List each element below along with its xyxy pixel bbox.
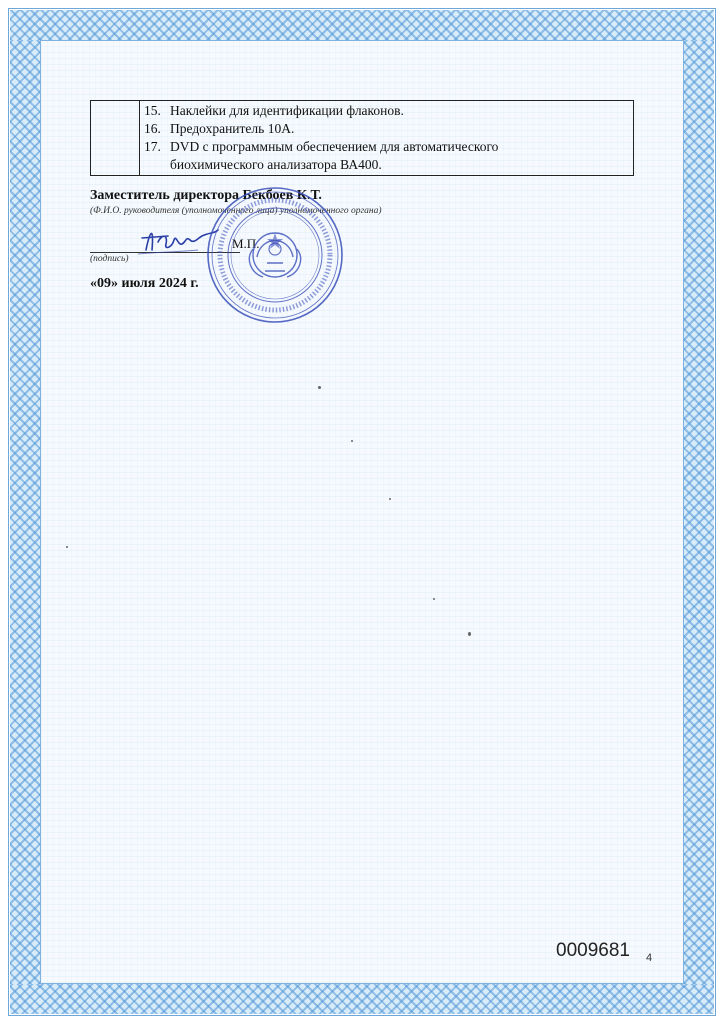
list-item: [144, 102, 629, 120]
official-seal-stamp: [205, 185, 345, 325]
item-number: 15.: [144, 103, 161, 118]
item-number: 16.: [144, 121, 161, 136]
issue-date: «09» июля 2024 г.: [90, 276, 199, 291]
name-caption: (Ф.И.О. руководителя (уполномоченного лица) уполномоченного органа): [90, 206, 382, 216]
paper-speck: [351, 440, 353, 442]
paper-speck: [468, 632, 471, 636]
paper-speck: [389, 498, 391, 500]
table-cell-empty: [91, 101, 140, 176]
paper-speck: [433, 598, 435, 600]
item-text: DVD с программным обеспечением для автоматического биохимического анализатора ВА400.: [170, 139, 499, 172]
items-list-cell: [140, 101, 634, 176]
table-row: [91, 101, 634, 176]
items-table: [90, 100, 634, 176]
page-number: 4: [646, 952, 653, 964]
form-serial-number: 0009681: [556, 940, 630, 961]
seal-placeholder-label: М.П.: [232, 236, 260, 251]
list-item: [144, 138, 629, 174]
paper-background: [41, 41, 683, 983]
list-item: [144, 120, 629, 138]
item-text: Наклейки для идентификации флаконов.: [170, 103, 404, 118]
item-number: 17.: [144, 139, 161, 154]
signature-caption: (подпись): [90, 254, 129, 264]
paper-speck: [318, 386, 321, 389]
paper-speck: [66, 546, 68, 548]
item-text: Предохранитель 10А.: [170, 121, 295, 136]
signatory-title: Заместитель директора Бекбоев К.Т.: [90, 188, 322, 203]
